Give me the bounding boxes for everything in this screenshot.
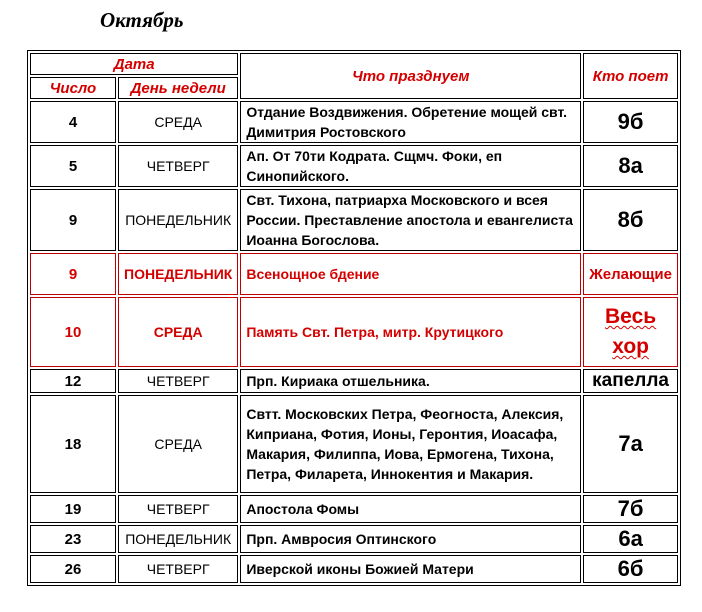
table-row — [30, 495, 678, 523]
header-number: Число — [30, 77, 116, 99]
cell-who: 7а — [583, 395, 678, 493]
cell-number: 23 — [30, 525, 116, 553]
cell-who: капелла — [583, 369, 678, 393]
cell-desc: Всенощное бдение — [240, 253, 581, 295]
cell-number: 4 — [30, 101, 116, 143]
table-row — [30, 145, 678, 187]
table-row — [30, 555, 678, 583]
table-row-highlighted — [30, 297, 678, 367]
cell-who: 6б — [583, 555, 678, 583]
table-row — [30, 525, 678, 553]
cell-desc: Иверской иконы Божией Матери — [240, 555, 581, 583]
page-title: Октябрь — [100, 8, 184, 32]
cell-number: 26 — [30, 555, 116, 583]
cell-weekday: ПОНЕДЕЛЬНИК — [118, 525, 238, 553]
cell-weekday: СРЕДА — [118, 395, 238, 493]
cell-desc: Апостола Фомы — [240, 495, 581, 523]
cell-desc: Ап. От 70ти Кодрата. Сщмч. Фоки, еп Синопийского. — [240, 145, 581, 187]
cell-who: 7б — [583, 495, 678, 523]
table-row — [30, 369, 678, 393]
cell-weekday: ЧЕТВЕРГ — [118, 495, 238, 523]
cell-who: Желающие — [583, 253, 678, 295]
cell-weekday: СРЕДА — [118, 297, 238, 367]
cell-number: 9 — [30, 189, 116, 251]
header-weekday: День недели — [118, 77, 238, 99]
schedule-table — [27, 50, 681, 586]
cell-who: 8а — [583, 145, 678, 187]
cell-desc: Свт. Тихона, патриарха Московского и всея России. Преставление апостола и евангелиста Иоанна Богослова. — [240, 189, 581, 251]
cell-weekday: СРЕДА — [118, 101, 238, 143]
cell-weekday: ЧЕТВЕРГ — [118, 369, 238, 393]
cell-who: 8б — [583, 189, 678, 251]
header-date: Дата — [30, 53, 238, 75]
cell-desc: Прп. Кириака отшельника. — [240, 369, 581, 393]
cell-who — [583, 297, 678, 367]
cell-who: 9б — [583, 101, 678, 143]
cell-number: 5 — [30, 145, 116, 187]
cell-who: 6а — [583, 525, 678, 553]
cell-desc: Свтт. Московских Петра, Феогноста, Алексия, Киприана, Фотия, Ионы, Геронтия, Иоасафа, Макария, Филиппа, Иова, Ермогена, Тихона, Петра, Филарета, Иннокентия и Макария. — [240, 395, 581, 493]
header-row — [30, 53, 678, 75]
table-row — [30, 189, 678, 251]
cell-weekday: ЧЕТВЕРГ — [118, 555, 238, 583]
cell-number: 12 — [30, 369, 116, 393]
cell-number: 18 — [30, 395, 116, 493]
table-row — [30, 101, 678, 143]
cell-desc: Память Свт. Петра, митр. Крутицкого — [240, 297, 581, 367]
table-row-highlighted — [30, 253, 678, 295]
header-who: Кто поет — [583, 53, 678, 99]
table-row — [30, 395, 678, 493]
cell-number: 10 — [30, 297, 116, 367]
header-what: Что празднуем — [240, 53, 581, 99]
cell-who-text: Весь хор — [605, 305, 657, 358]
cell-number: 9 — [30, 253, 116, 295]
cell-desc: Отдание Воздвижения. Обретение мощей свт. Димитрия Ростовского — [240, 101, 581, 143]
cell-weekday: ЧЕТВЕРГ — [118, 145, 238, 187]
cell-weekday: ПОНЕДЕЛЬНИК — [118, 253, 238, 295]
cell-desc: Прп. Амвросия Оптинского — [240, 525, 581, 553]
cell-weekday: ПОНЕДЕЛЬНИК — [118, 189, 238, 251]
cell-number: 19 — [30, 495, 116, 523]
